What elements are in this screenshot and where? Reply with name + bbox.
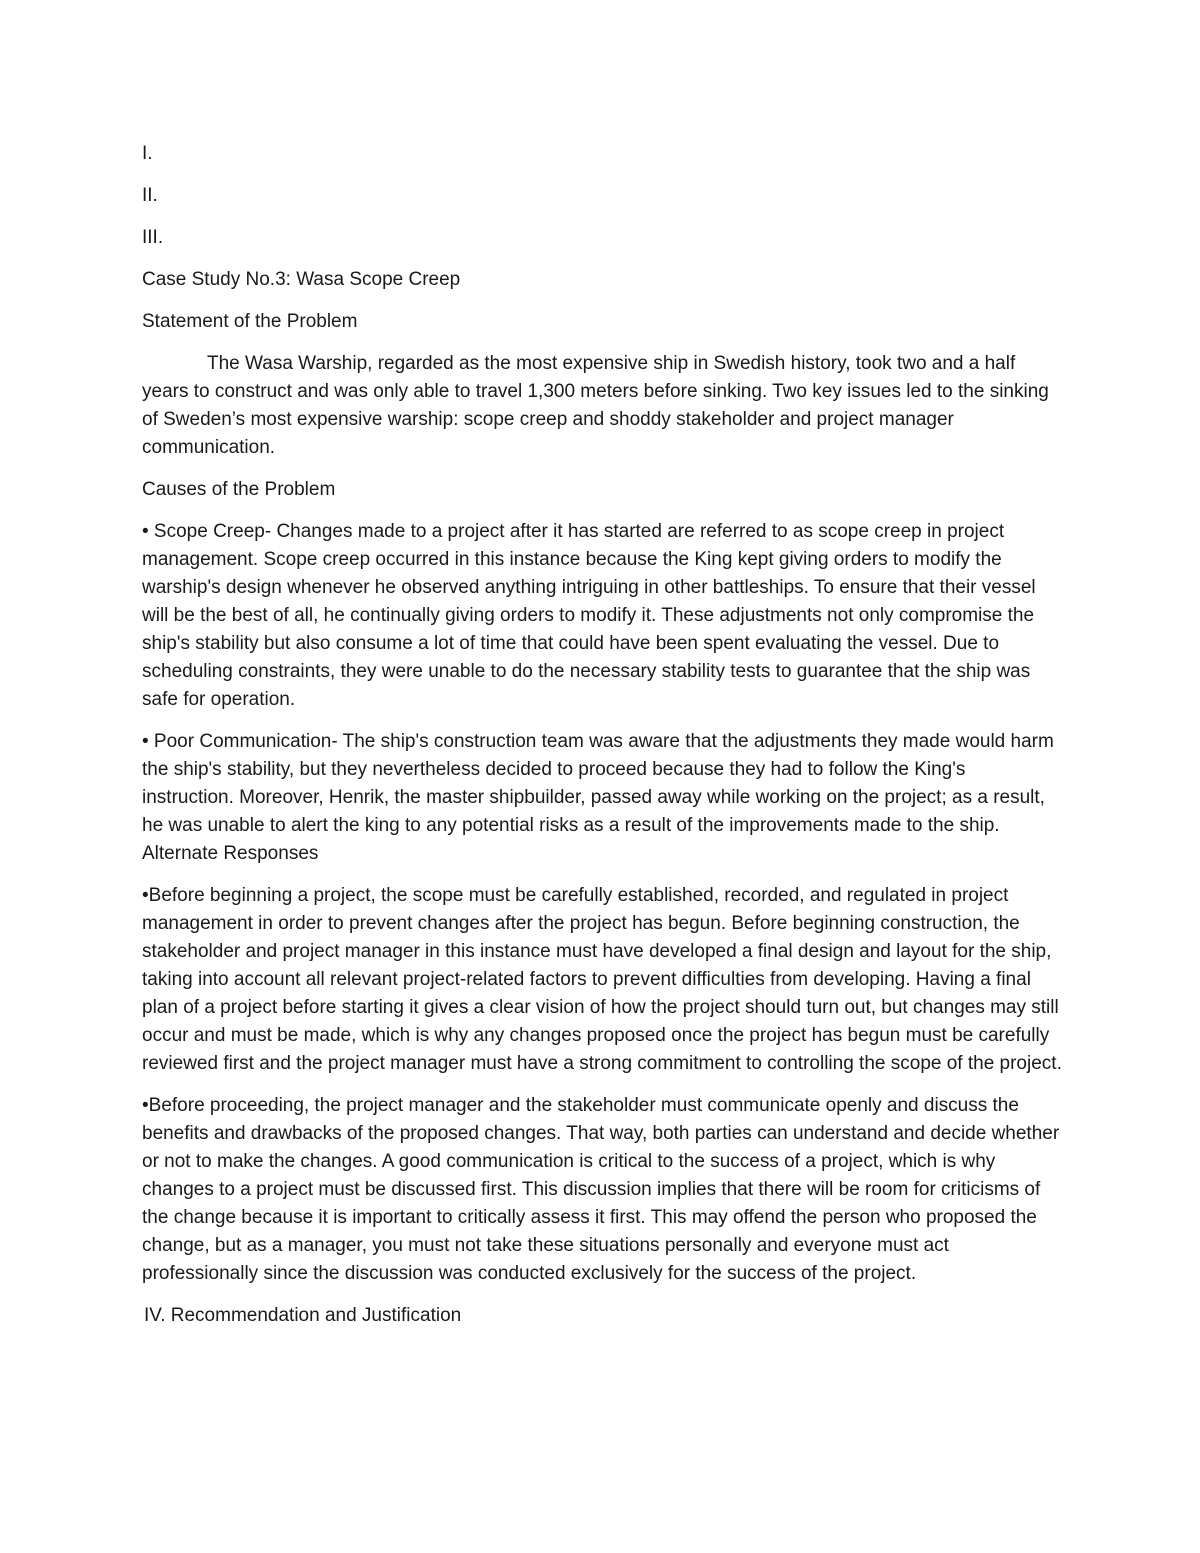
outline-numeral-2: II.: [142, 185, 158, 206]
response-scope-paragraph: •Before beginning a project, the scope must be carefully established, recorded, and regulated in project management in order to prevent changes after the project has begun. Before beginning construction, the stakeholder and project manager in this instance must have developed a final design and layout for the ship, taking into account all relevant project-related factors to prevent difficulties from developing. Having a final plan of a project before starting it gives a clear vision of how the project should turn out, but changes may still occur and must be made, which is why any changes proposed once the project has begun must be carefully reviewed first and the project manager must have a strong commitment to controlling the scope of the project.: [142, 885, 1062, 1074]
causes-heading: Causes of the Problem: [142, 479, 336, 500]
outline-numeral-1: I.: [142, 143, 153, 164]
cause-scope-creep-paragraph: • Scope Creep- Changes made to a project after it has started are referred to as scope creep in project management. Scope creep occurred in this instance because the King kept giving orders to modify the warship's design whenever he observed anything intriguing in other battleships. To ensure that their vessel will be the best of all, he continually giving orders to modify it. These adjustments not only compromise the ship's stability but also consume a lot of time that could have been spent evaluating the vessel. Due to scheduling constraints, they were unable to do the necessary stability tests to guarantee that the ship was safe for operation.: [142, 521, 1036, 710]
response-communication-paragraph: •Before proceeding, the project manager and the stakeholder must communicate openly and discuss the benefits and drawbacks of the proposed changes. That way, both parties can understand and decide whether or not to make the changes. A good communication is critical to the success of a project, which is why changes to a project must be discussed first. This discussion implies that there will be room for criticisms of the change because it is important to critically assess it first. This may offend the person who proposed the change, but as a manager, you must not take these situations personally and everyone must act professionally since the discussion was conducted exclusively for the success of the project.: [142, 1095, 1060, 1284]
statement-heading: Statement of the Problem: [142, 311, 358, 332]
recommendation-heading: IV. Recommendation and Justification: [144, 1305, 462, 1326]
cause-poor-communication-paragraph: • Poor Communication- The ship's construction team was aware that the adjustments they made would harm the ship's stability, but they nevertheless decided to proceed because they had to follow the King's instruction. Moreover, Henrik, the master shipbuilder, passed away while working on the project; as a result, he was unable to alert the king to any potential risks as a result of the improvements made to the ship. Alternate Responses: [142, 731, 1054, 864]
document-title: Case Study No.3: Wasa Scope Creep: [142, 269, 461, 290]
statement-paragraph: The Wasa Warship, regarded as the most expensive ship in Swedish history, took two and a half years to construct and was only able to travel 1,300 meters before sinking. Two key issues led to the sinking of Sweden’s most expensive warship: scope creep and shoddy stakeholder and project manager communication.: [142, 353, 1049, 458]
outline-numeral-3: III.: [142, 227, 164, 248]
document-page: [142, 140, 1062, 1330]
